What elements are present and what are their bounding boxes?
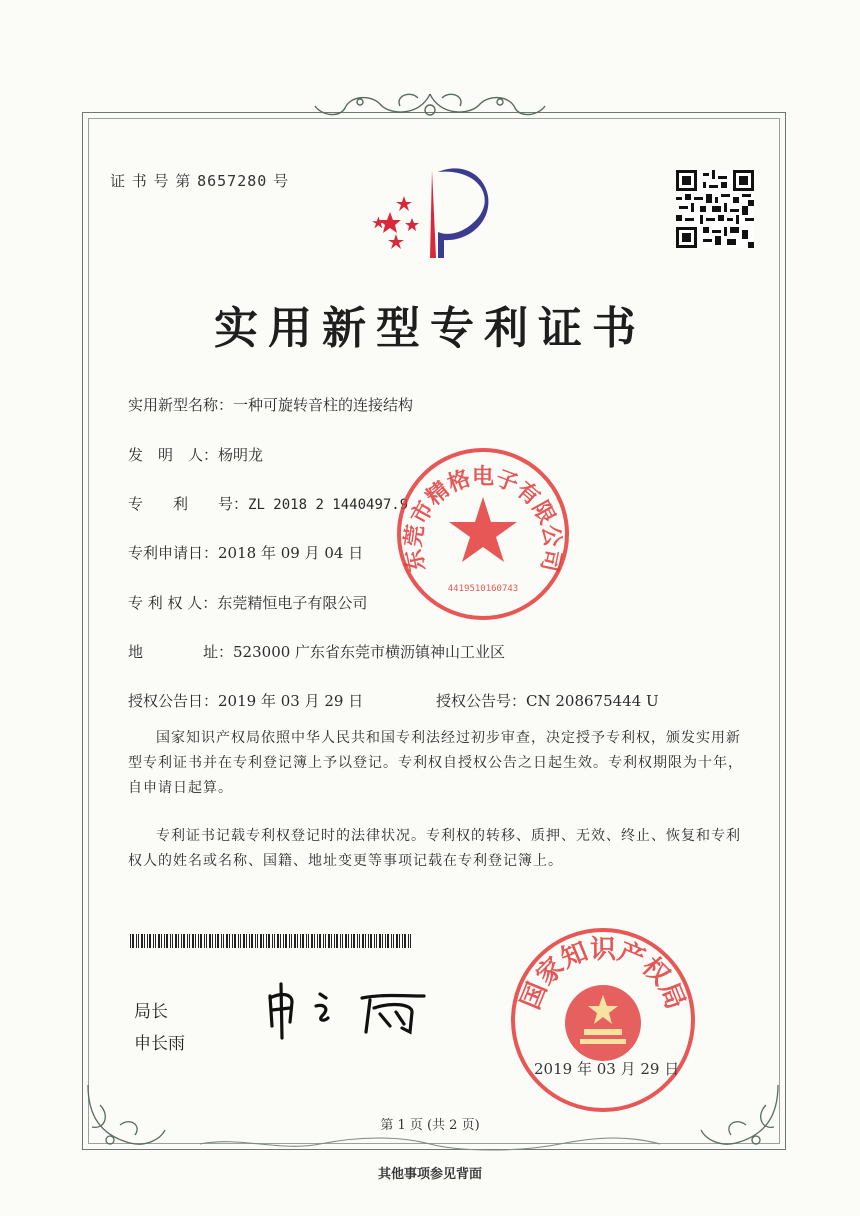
barcode (130, 934, 414, 948)
back-note: 其他事项参见背面 (377, 1167, 482, 1182)
field-value: ZL 2018 2 1440497.9 (248, 497, 409, 513)
field-label: 地 址： (128, 643, 234, 661)
field-filing-date (128, 542, 363, 563)
qr-code (676, 170, 754, 248)
field-value: CN 208675444 U (526, 692, 659, 710)
field-value: 杨明龙 (218, 446, 264, 464)
certificate-number (110, 170, 289, 191)
field-value: 2018 年 09 月 04 日 (218, 544, 364, 562)
office-seal-text: 国家知识产权局 (515, 934, 691, 1014)
certificate-title: 实用新型专利证书 (214, 303, 646, 354)
certificate-number-value: 8657280 (197, 172, 268, 190)
field-value: 523000 广东省东莞市横沥镇神山工业区 (233, 643, 506, 661)
field-value: 一种可旋转音柱的连接结构 (233, 396, 414, 414)
top-ornament (300, 86, 560, 126)
field-value: 东莞精恒电子有限公司 (217, 594, 368, 612)
certificate-paragraph-1: 国家知识产权局依照中华人民共和国专利法经过初步审查，决定授予专利权，颁发实用新型专利证书并在专利登记簿上予以登记。专利权自授权公告之日起生效。专利权期限为十年，自申请日起算。 (128, 730, 743, 796)
company-seal-code: 4419510160743 (447, 584, 519, 594)
patent-office-logo (370, 160, 500, 265)
field-inventor (128, 444, 263, 465)
company-seal (394, 445, 572, 623)
field-patent-number (128, 493, 408, 514)
page-indicator: 第 1 页 (共 2 页) (380, 1118, 480, 1133)
field-label: 发 明 人： (128, 446, 219, 464)
field-label: 专利申请日： (128, 544, 219, 562)
field-grant-date (128, 690, 363, 711)
field-label: 授权公告号： (436, 692, 527, 710)
handwritten-signature (262, 982, 442, 1042)
certificate-paragraph-2: 专利证书记载专利权登记时的法律状况。专利权的转移、质押、无效、终止、恢复和专利权人的姓名或名称、国籍、地址变更等事项记载在专利登记簿上。 (128, 828, 741, 869)
field-label: 实用新型名称： (128, 396, 234, 414)
field-label: 专 利 权 人： (128, 594, 218, 612)
certificate-number-label: 证 书 号 第 (110, 172, 192, 190)
field-value: 2019 年 03 月 29 日 (218, 692, 364, 710)
office-seal (508, 925, 698, 1115)
company-seal-text: 东莞市精格电子有限公司 (400, 463, 566, 574)
field-utility-model-name (128, 394, 413, 415)
field-address (128, 641, 505, 662)
field-label: 专 利 号： (128, 495, 249, 513)
bottom-center-ornament (200, 1136, 660, 1152)
issue-date: 2019 年 03 月 29 日 (534, 1060, 680, 1078)
signatory-title: 局长 (134, 1002, 168, 1022)
signatory-name: 申长雨 (134, 1034, 185, 1054)
field-patentee (128, 592, 367, 613)
certificate-number-suffix: 号 (273, 172, 290, 190)
field-grant-number (436, 690, 659, 711)
field-label: 授权公告日： (128, 692, 219, 710)
